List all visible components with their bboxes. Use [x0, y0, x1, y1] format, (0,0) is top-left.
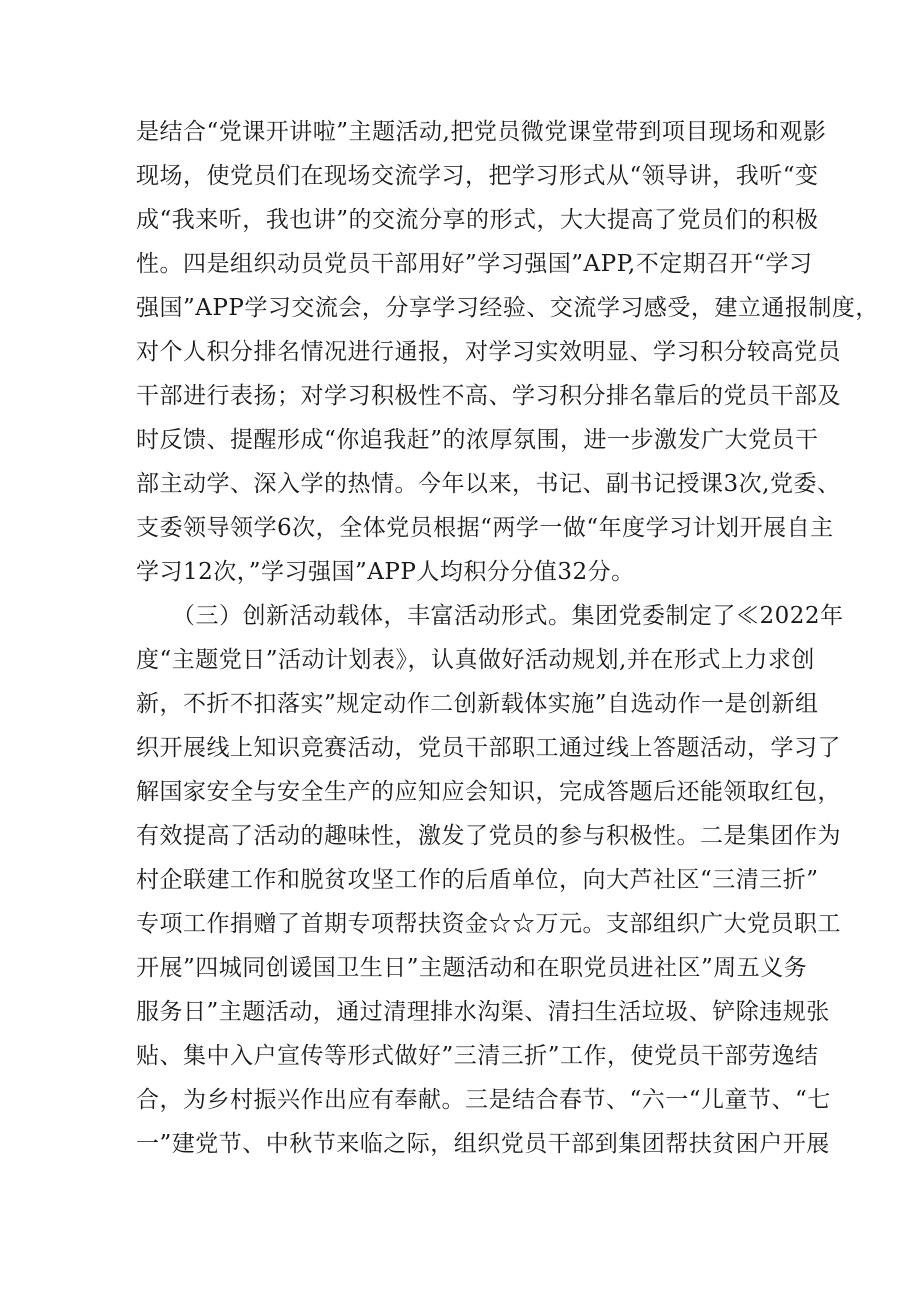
text-line: 有效提高了活动的趣味性，激发了党员的参与积极性。二是集团作为 [136, 823, 841, 849]
text-line: 时反馈、提醒形成“你追我赶”的浓厚氛围，进一步激发广大党员干 [136, 427, 819, 453]
section-heading-line: （三）创新活动载体，丰富活动形式。集团党委制定了≪2022年 [172, 603, 844, 629]
text-line: 干部进行表扬；对学习积极性不高、学习积分排名靠后的党员干部及 [136, 383, 841, 409]
text-line: 成“我来听，我也讲”的交流分享的形式，大大提高了党员们的积极 [136, 207, 819, 233]
text-line: 一”建党节、中秋节来临之际，组织党员干部到集团帮扶贫困户开展 [136, 1131, 830, 1157]
text-line: 专项工作捐赠了首期专项帮扶资金☆☆万元。支部组织广大党员职工 [136, 911, 841, 937]
text-line: 贴、集中入户宣传等形式做好”三清三折”工作，使党员干部劳逸结 [136, 1043, 819, 1069]
text-line: 部主动学、深入学的热情。今年以来，书记、副书记授课3次,党委、 [136, 471, 841, 497]
text-line: 对个人积分排名情况进行通报，对学习实效明显、学习积分较高党员 [136, 339, 841, 365]
text-line: 现场，使党员们在现场交流学习，把学习形式从“领导讲，我听“变 [136, 163, 819, 189]
text-line: 开展”四城同创谖国卫生日”主题活动和在职党员进社区”周五义务 [136, 955, 808, 981]
text-line: 合，为乡村振兴作出应有奉献。三是结合春节、“六一“儿童节、“七 [136, 1087, 831, 1113]
text-line: 度“主题党日”活动计划表》，认真做好活动规划,并在形式上力求创 [136, 647, 815, 673]
text-line: 支委领导领学6次，全体党员根据“两学一做“年度学习计划开展自主 [136, 515, 834, 541]
text-line: 服务日”主题活动，通过清理排水沟渠、清扫生活垃圾、铲除违规张 [136, 999, 830, 1025]
text-line: 织开展线上知识竞赛活动，党员干部职工通过线上答题活动，学习了 [136, 735, 841, 761]
text-line: 解国家安全与安全生产的应知应会知识，完成答题后还能领取红包， [136, 779, 841, 805]
text-line: 是结合“党课开讲啦”主题活动,把党员微党课堂带到项目现场和观影 [136, 119, 827, 145]
text-line: 学习12次，”学习强国”APP人均积分分值32分。 [136, 559, 635, 585]
text-line: 新，不折不扣落实”规定动作二创新载体实施”自选动作一是创新组 [136, 691, 819, 717]
text-line: 村企联建工作和脱贫攻坚工作的后盾单位，向大芦社区“三清三折” [136, 867, 819, 893]
text-line: 强国”APP学习交流会，分享学习经验、交流学习感受，建立通报制度， [136, 295, 879, 321]
body-text [136, 110, 879, 1166]
text-line: 性。四是组织动员党员干部用好”学习强国”APP,不定期召开“学习 [136, 251, 813, 277]
